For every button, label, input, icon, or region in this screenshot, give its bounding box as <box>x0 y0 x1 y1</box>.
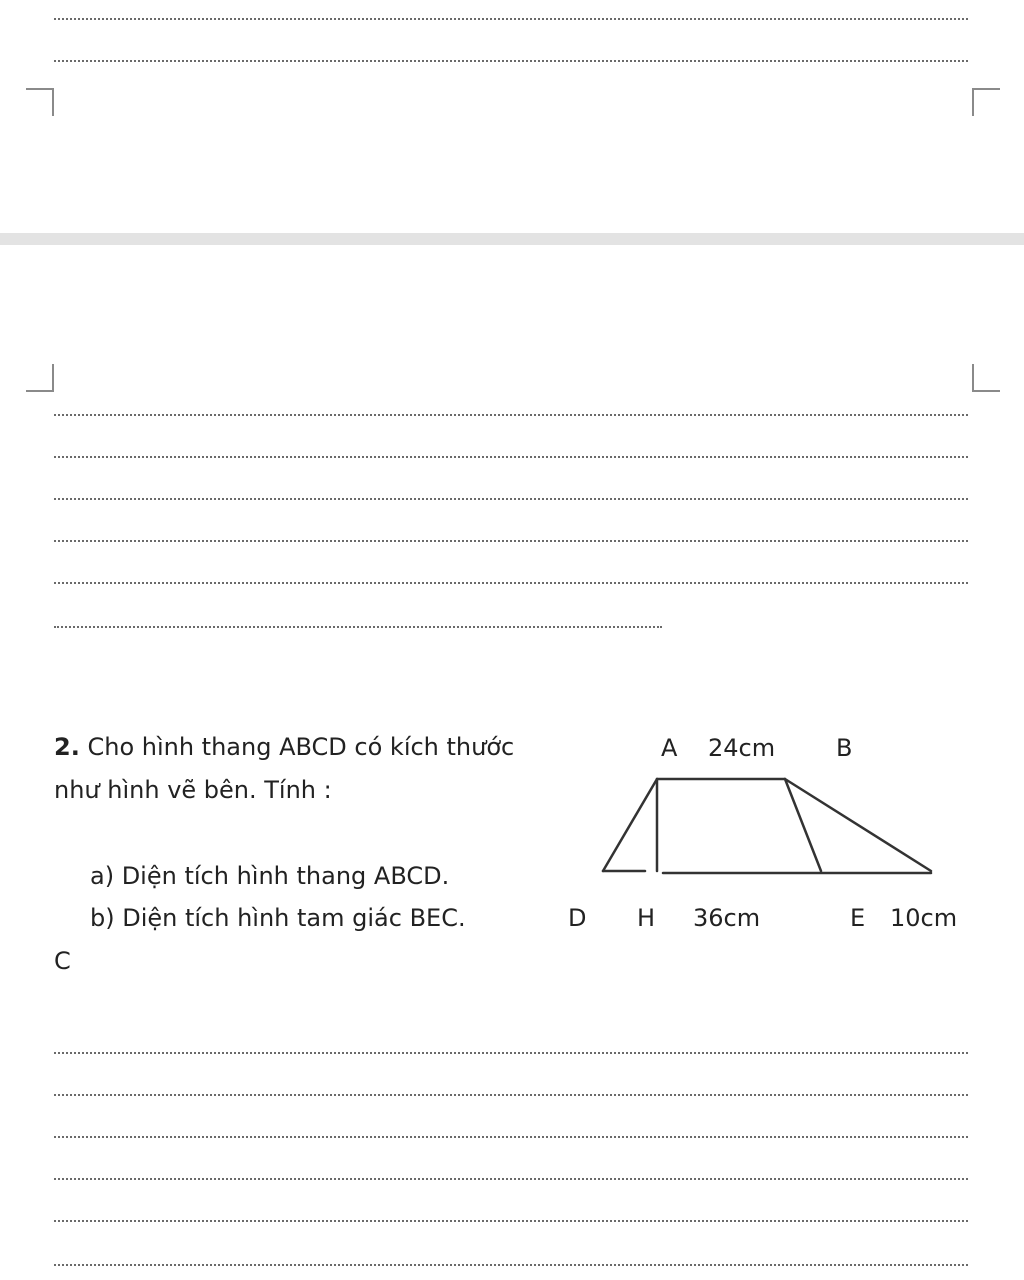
length-label-ec: 10cm <box>890 904 958 932</box>
side-ad <box>603 779 657 871</box>
problem-text: Cho hình thang ABCD có kích thước <box>87 733 515 761</box>
problem-statement-line-2: như hình vẽ bên. Tính : <box>54 776 332 804</box>
answer-line <box>54 1264 968 1266</box>
vertex-label-b: B <box>836 734 853 762</box>
vertex-label-h: H <box>637 904 656 932</box>
answer-line <box>54 1136 968 1138</box>
answer-line <box>54 1052 968 1054</box>
answer-line <box>54 1178 968 1180</box>
question-b: b) Diện tích hình tam giác BEC. <box>90 904 466 932</box>
vertex-label-e: E <box>850 904 866 932</box>
problem-number: 2. <box>54 733 80 761</box>
length-label-ab: 24cm <box>708 734 776 762</box>
answer-line <box>54 1094 968 1096</box>
point-label-c: C <box>54 947 71 975</box>
segment-be <box>785 779 821 871</box>
side-bc <box>785 779 931 871</box>
vertex-label-d: D <box>568 904 587 932</box>
length-label-dc: 36cm <box>693 904 761 932</box>
answer-line <box>54 1220 968 1222</box>
question-a: a) Diện tích hình thang ABCD. <box>90 862 450 890</box>
vertex-label-a: A <box>661 734 678 762</box>
